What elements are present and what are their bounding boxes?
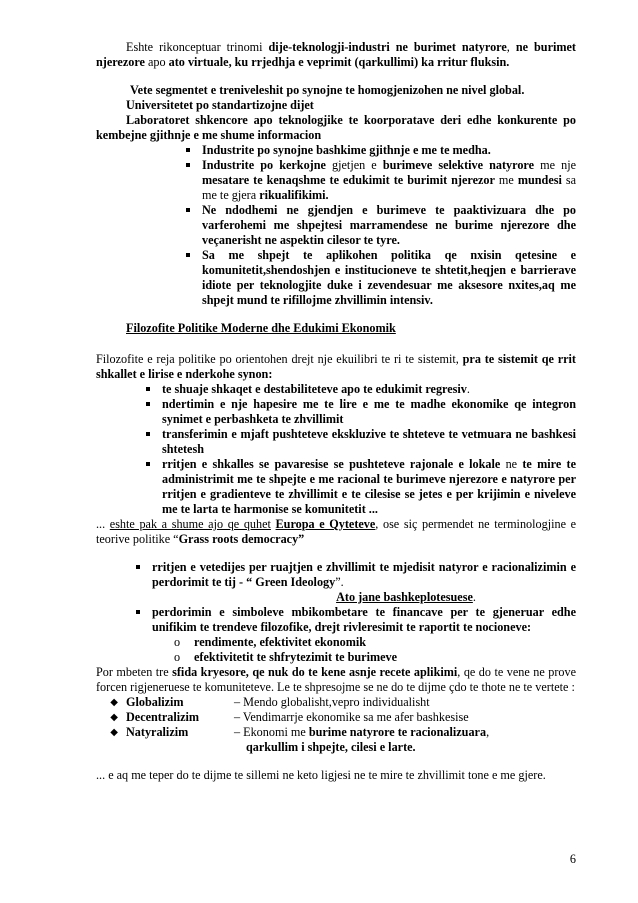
list-item xyxy=(96,248,576,308)
text-run: ... xyxy=(96,517,110,531)
definition-desc: – Vendimarrje ekonomike sa me afer bashkesise xyxy=(234,710,469,724)
system-bullet-list xyxy=(96,382,576,517)
universities-line xyxy=(96,98,576,113)
diamond-bullet-icon: ◆ xyxy=(110,712,118,723)
laboratories-paragraph xyxy=(96,113,576,143)
text-run-bold: perdorimin e simboleve mbikombetare te financave per te gjeneruar edhe unifikim te trendeve filozofike, drejt rivleresimit te raportit te nocioneve: xyxy=(152,605,576,634)
text-run: sa me te gjera xyxy=(202,173,577,202)
definition-term: Natyralizim xyxy=(126,725,189,739)
segments-line xyxy=(96,83,576,98)
circle-bullet-icon: o xyxy=(174,635,181,649)
text-run: , xyxy=(506,40,516,54)
list-item xyxy=(96,382,576,397)
text-run-bold: Universitetet po standartizojne dijet xyxy=(126,98,314,112)
text-run-bold: rendimente, efektivitet ekonomik xyxy=(194,635,367,649)
text-run-bold: pra te sistemit qe rrit shkallet e lirise e nderkohe synon: xyxy=(96,352,576,381)
heading-text: Filozofite Politike Moderne dhe Edukimi Ekonomik xyxy=(126,321,396,335)
definition-list xyxy=(96,695,576,755)
list-item xyxy=(96,397,576,427)
philosophies-paragraph xyxy=(96,352,576,382)
text-run-bold: Industrite po kerkojne xyxy=(202,158,326,172)
text-run: , qe do te vene ne prove forcen rigjeneruese te komuniteteve. Le te shpresojme se ne do te dijme çdo te thote ne te vertete : xyxy=(96,665,576,694)
text-run-bold: te mire te administrimit me te shpejte e me racional te burimeve njerezore e natyrore per rritjen e gradienteve te zhvillimit e te cilesise se jetes e per krijimin e niveleve me te larta te harmonise se komunitetit ... xyxy=(162,457,576,516)
text-run-bold: ndertimin e nje hapesire me te lire e me te madhe ekonomike qe integron synimet e perbashketa te zhvillimit xyxy=(162,397,576,426)
challenges-paragraph xyxy=(96,665,576,695)
text-run-bold: Industrite po synojne bashkime gjithnje e me te medha. xyxy=(202,143,491,157)
text-run-bold: Laboratoret shkencore apo teknologjike te koorporatave deri edhe konkurente po kembejne gjithnje e me shume informacion xyxy=(96,113,576,142)
text-run-bold: rritjen e vetedijes per ruajtjen e zhvillimit te mjedisit natyror e racionalizimin e perdorimit te tij - “ Green Ideology xyxy=(152,560,576,589)
text-run: , xyxy=(486,725,490,739)
text-run-bold: sfida kryesore, qe nuk do te kene asnje recete aplikimi xyxy=(172,665,458,679)
industry-bullet-list xyxy=(96,143,576,308)
definition-desc xyxy=(234,725,576,755)
text-run: . xyxy=(472,590,476,604)
text-run: , ose siç permendet ne terminologjine e teorive politike “ xyxy=(96,517,577,546)
text-run-bold: Ne ndodhemi ne gjendjen e burimeve te paaktivizuara dhe po varferohemi me shpejtesi marramendese ne burime njerezore dhe veçanerisht ne aspektin cilesor te tyre. xyxy=(202,203,576,247)
text-run-bold-underline: Ato jane bashkeplotesuese xyxy=(336,590,473,604)
page-number: 6 xyxy=(569,852,576,866)
text-run: Eshte rikonceptuar trinomi xyxy=(126,40,269,54)
list-item xyxy=(96,427,576,457)
list-item xyxy=(96,457,576,517)
text-run: me nje xyxy=(534,158,577,172)
text-run-underline: eshte pak a shume ajo qe quhet xyxy=(109,517,271,531)
diamond-bullet-icon: ◆ xyxy=(110,697,118,708)
text-run-bold: rikualifikimi. xyxy=(259,188,329,202)
list-item xyxy=(96,635,576,650)
definition-term: Globalizim xyxy=(126,695,184,709)
text-run: Filozofite e reja politike po orientohen drejt nje ekuilibri te ri te sistemit, xyxy=(96,352,463,366)
text-run-bold: Vete segmentet e treniveleshit po synojne te homogjenizohen ne nivel global. xyxy=(130,83,525,97)
text-run-bold: rritjen e shkalles se pavaresise se pushteteve rajonale e lokale xyxy=(162,457,501,471)
definition-row xyxy=(96,710,576,725)
text-run-bold: burime natyrore te racionalizuara xyxy=(308,725,487,739)
text-run: – Ekonomi me xyxy=(234,725,309,739)
section-heading xyxy=(96,321,576,336)
text-run-bold: burimeve selektive natyrore xyxy=(382,158,535,172)
list-item xyxy=(96,158,576,203)
diamond-bullet-icon: ◆ xyxy=(110,727,118,738)
green-bullet-list xyxy=(96,560,576,590)
definition-row xyxy=(96,725,576,755)
definition-row xyxy=(96,695,576,710)
text-run-bold: mesatare te kenaqshme te edukimit te burimit njerezor xyxy=(202,173,495,187)
definition-desc: – Mendo globalisht,vepro individualisht xyxy=(234,695,430,709)
text-run-bold: te shuaje shkaqet e destabiliteteve apo te edukimit regresiv xyxy=(162,382,467,396)
text-run-bold: mundesi xyxy=(517,173,562,187)
list-item xyxy=(96,605,576,635)
text-run: ”. xyxy=(335,575,344,589)
complementary-line xyxy=(96,590,576,605)
text-run-bold: dije-teknologji-industri ne burimet natyrore xyxy=(268,40,507,54)
intro-paragraph xyxy=(96,40,576,70)
text-run-bold: ato virtuale, ku rrjedhja e veprimit (qarkullimi) ka rritur fluksin. xyxy=(168,55,510,69)
symbols-bullet-list xyxy=(96,605,576,635)
text-run: apo xyxy=(144,55,169,69)
text-run-bold: Grass roots democracy” xyxy=(178,532,305,546)
list-item xyxy=(96,560,576,590)
text-run-bold: Sa me shpejt te aplikohen politika qe nxisin qetesine e komunitetit,shendoshjen e institucioneve te shtetit,heqjen e barrierave idiote per teknologjite duke i zevendesuar me aksesore nxites,aq me shpejt mund te rifillojme zhvillimin intensiv. xyxy=(202,248,576,307)
text-run-bold: ne burimet njerezore xyxy=(96,40,576,69)
text-run: gjetjen e xyxy=(325,158,383,172)
europe-paragraph xyxy=(96,517,576,547)
text-run: Por mbeten tre xyxy=(96,665,173,679)
closing-paragraph: ... e aq me teper do te dijme te sillemi ne keto ligjesi ne te mire te zhvillimit tone e me gjere. xyxy=(96,768,546,782)
text-run-bold: transferimin e mjaft pushteteve ekskluzive te shteteve te vetmuara ne bashkesi shtetesh xyxy=(162,427,576,456)
text-run: . xyxy=(466,382,470,396)
text-run-bold: qarkullim i shpejte, cilesi e larte. xyxy=(246,740,416,754)
notion-sub-list xyxy=(96,635,576,665)
list-item xyxy=(96,203,576,248)
definition-term: Decentralizim xyxy=(126,710,200,724)
text-run-bold-underline: Europa e Qyteteve xyxy=(275,517,376,531)
circle-bullet-icon: o xyxy=(174,650,181,664)
list-item xyxy=(96,143,576,158)
text-run: ne xyxy=(500,457,523,471)
list-item xyxy=(96,650,576,665)
text-run-bold: efektivitetit te shfrytezimit te burimeve xyxy=(194,650,398,664)
text-run: me xyxy=(494,173,518,187)
